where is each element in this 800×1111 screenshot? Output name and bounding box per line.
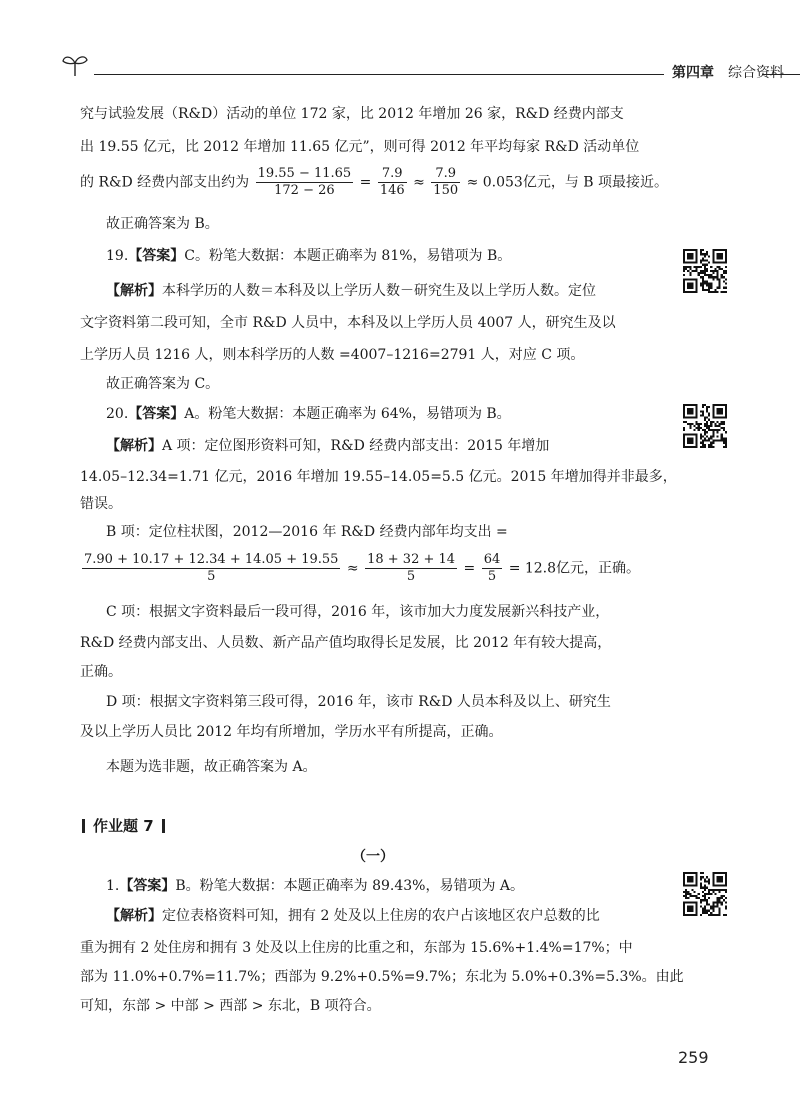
text-line: R&D 经费内部支出、人员数、新产品产值均取得长足发展，比 2012 年有较大提高， (80, 635, 612, 651)
answer-label: 【答案】 (128, 248, 185, 264)
analysis-label: 【解析】 (106, 438, 162, 454)
text-line: 及以上学历人员比 2012 年均有所增加，学历水平有所提高，正确。 (80, 724, 503, 740)
text-line: 究与试验发展（R&D）活动的单位 172 家，比 2012 年增加 26 家，R&D 经费内部支 (80, 106, 624, 122)
fraction: $\frac{18 + 32 + 14}{5}$ (367, 552, 456, 584)
page-header (60, 52, 784, 82)
text-segment: = 12.8亿元，正确。 (508, 560, 641, 577)
qr-code-icon[interactable] (683, 404, 727, 448)
text-line: 出 19.55 亿元，比 2012 年增加 11.65 亿元”，则可得 2012 年平均每家 R&D 活动单位 (80, 139, 640, 155)
text-line: 部为 11.0%+0.7%=11.7%；西部为 9.2%+0.5%=9.7%；东北为 5.0%+0.3%=5.3%。由此 (80, 969, 684, 985)
operator: ≈ (413, 174, 425, 191)
fraction: $\frac{64}{5}$ (483, 552, 501, 584)
text-segment: 的 R&D 经费内部支出约为 (80, 174, 250, 191)
section-bar (82, 819, 85, 833)
header-rule (94, 74, 664, 75)
qr-code-icon[interactable] (683, 249, 727, 293)
chapter-title: 综合资料 (728, 65, 784, 81)
text-segment: ≈ 0.053亿元，与 B 项最接近。 (466, 174, 669, 191)
chapter-number: 第四章 (672, 65, 714, 81)
fraction: $\frac{7.9}{150}$ (433, 166, 459, 198)
q20-answer: 20.【答案】A。粉笔大数据：本题正确率为 64%，易错项为 B。 (106, 406, 511, 422)
q19-analysis: 【解析】本科学历的人数＝本科及以上学历人数－研究生及以上学历人数。定位 (106, 283, 596, 299)
header-rule-end (762, 74, 800, 75)
operator: = (359, 174, 372, 191)
qr-code-icon[interactable] (683, 872, 727, 916)
fraction: $\frac{7.9}{146}$ (379, 166, 405, 198)
answer-conclusion: 故正确答案为 C。 (106, 376, 220, 392)
answer-label: 【答案】 (119, 878, 176, 894)
text-line: B 项：定位柱状图，2012—2016 年 R&D 经费内部年均支出 = (106, 524, 508, 540)
answer-conclusion: 本题为选非题，故正确答案为 A。 (106, 759, 317, 775)
text-line: D 项：根据文字资料第三段可得，2016 年，该市 R&D 人员本科及以上、研究生 (106, 694, 611, 710)
q1-answer: 1.【答案】B。粉笔大数据：本题正确率为 89.43%，易错项为 A。 (106, 878, 525, 894)
sprout-icon (60, 52, 90, 82)
section-subhead: （一） (352, 849, 394, 865)
operator: ≈ (346, 560, 359, 577)
analysis-label: 【解析】 (106, 283, 162, 299)
formula-line (80, 552, 640, 585)
formula-line (80, 166, 668, 199)
fraction: $\frac{7.90 + 10.17 + 12.34 + 14.05 + 19.55}{5}$ (84, 552, 339, 584)
text-line: 14.05–12.34=1.71 亿元，2016 年增加 19.55–14.05=5.5 亿元。2015 年增加得并非最多， (80, 469, 677, 485)
chapter-label (672, 62, 784, 82)
operator: = (463, 560, 476, 577)
text-line: 上学历人员 1216 人，则本科学历的人数 =4007–1216=2791 人，对应 C 项。 (80, 347, 585, 363)
text-line: 重为拥有 2 处住房和拥有 3 处及以上住房的比重之和，东部为 15.6%+1.4%=17%；中 (80, 940, 633, 956)
q20-analysis: 【解析】A 项：定位图形资料可知，R&D 经费内部支出：2015 年增加 (106, 438, 550, 454)
answer-label: 【答案】 (128, 406, 185, 422)
text-line: C 项：根据文字资料最后一段可得，2016 年，该市加大力度发展新兴科技产业， (106, 604, 610, 620)
text-line: 正确。 (80, 664, 122, 680)
text-line: 可知，东部 > 中部 > 西部 > 东北，B 项符合。 (80, 998, 381, 1014)
text-line: 错误。 (80, 496, 122, 512)
fraction: $\frac{19.55 - 11.65}{172 - 26}$ (257, 166, 352, 198)
q19-answer: 19.【答案】C。粉笔大数据：本题正确率为 81%，易错项为 B。 (106, 248, 512, 264)
analysis-label: 【解析】 (106, 908, 162, 924)
page-number: 259 (678, 1048, 709, 1067)
q1-analysis: 【解析】定位表格资料可知，拥有 2 处及以上住房的农户占该地区农户总数的比 (106, 908, 600, 924)
section-title: 作业题 7 (82, 815, 173, 836)
section-bar (162, 819, 165, 833)
text-line: 文字资料第二段可知，全市 R&D 人员中，本科及以上学历人员 4007 人，研究生及以 (80, 315, 616, 331)
answer-conclusion: 故正确答案为 B。 (106, 216, 219, 232)
